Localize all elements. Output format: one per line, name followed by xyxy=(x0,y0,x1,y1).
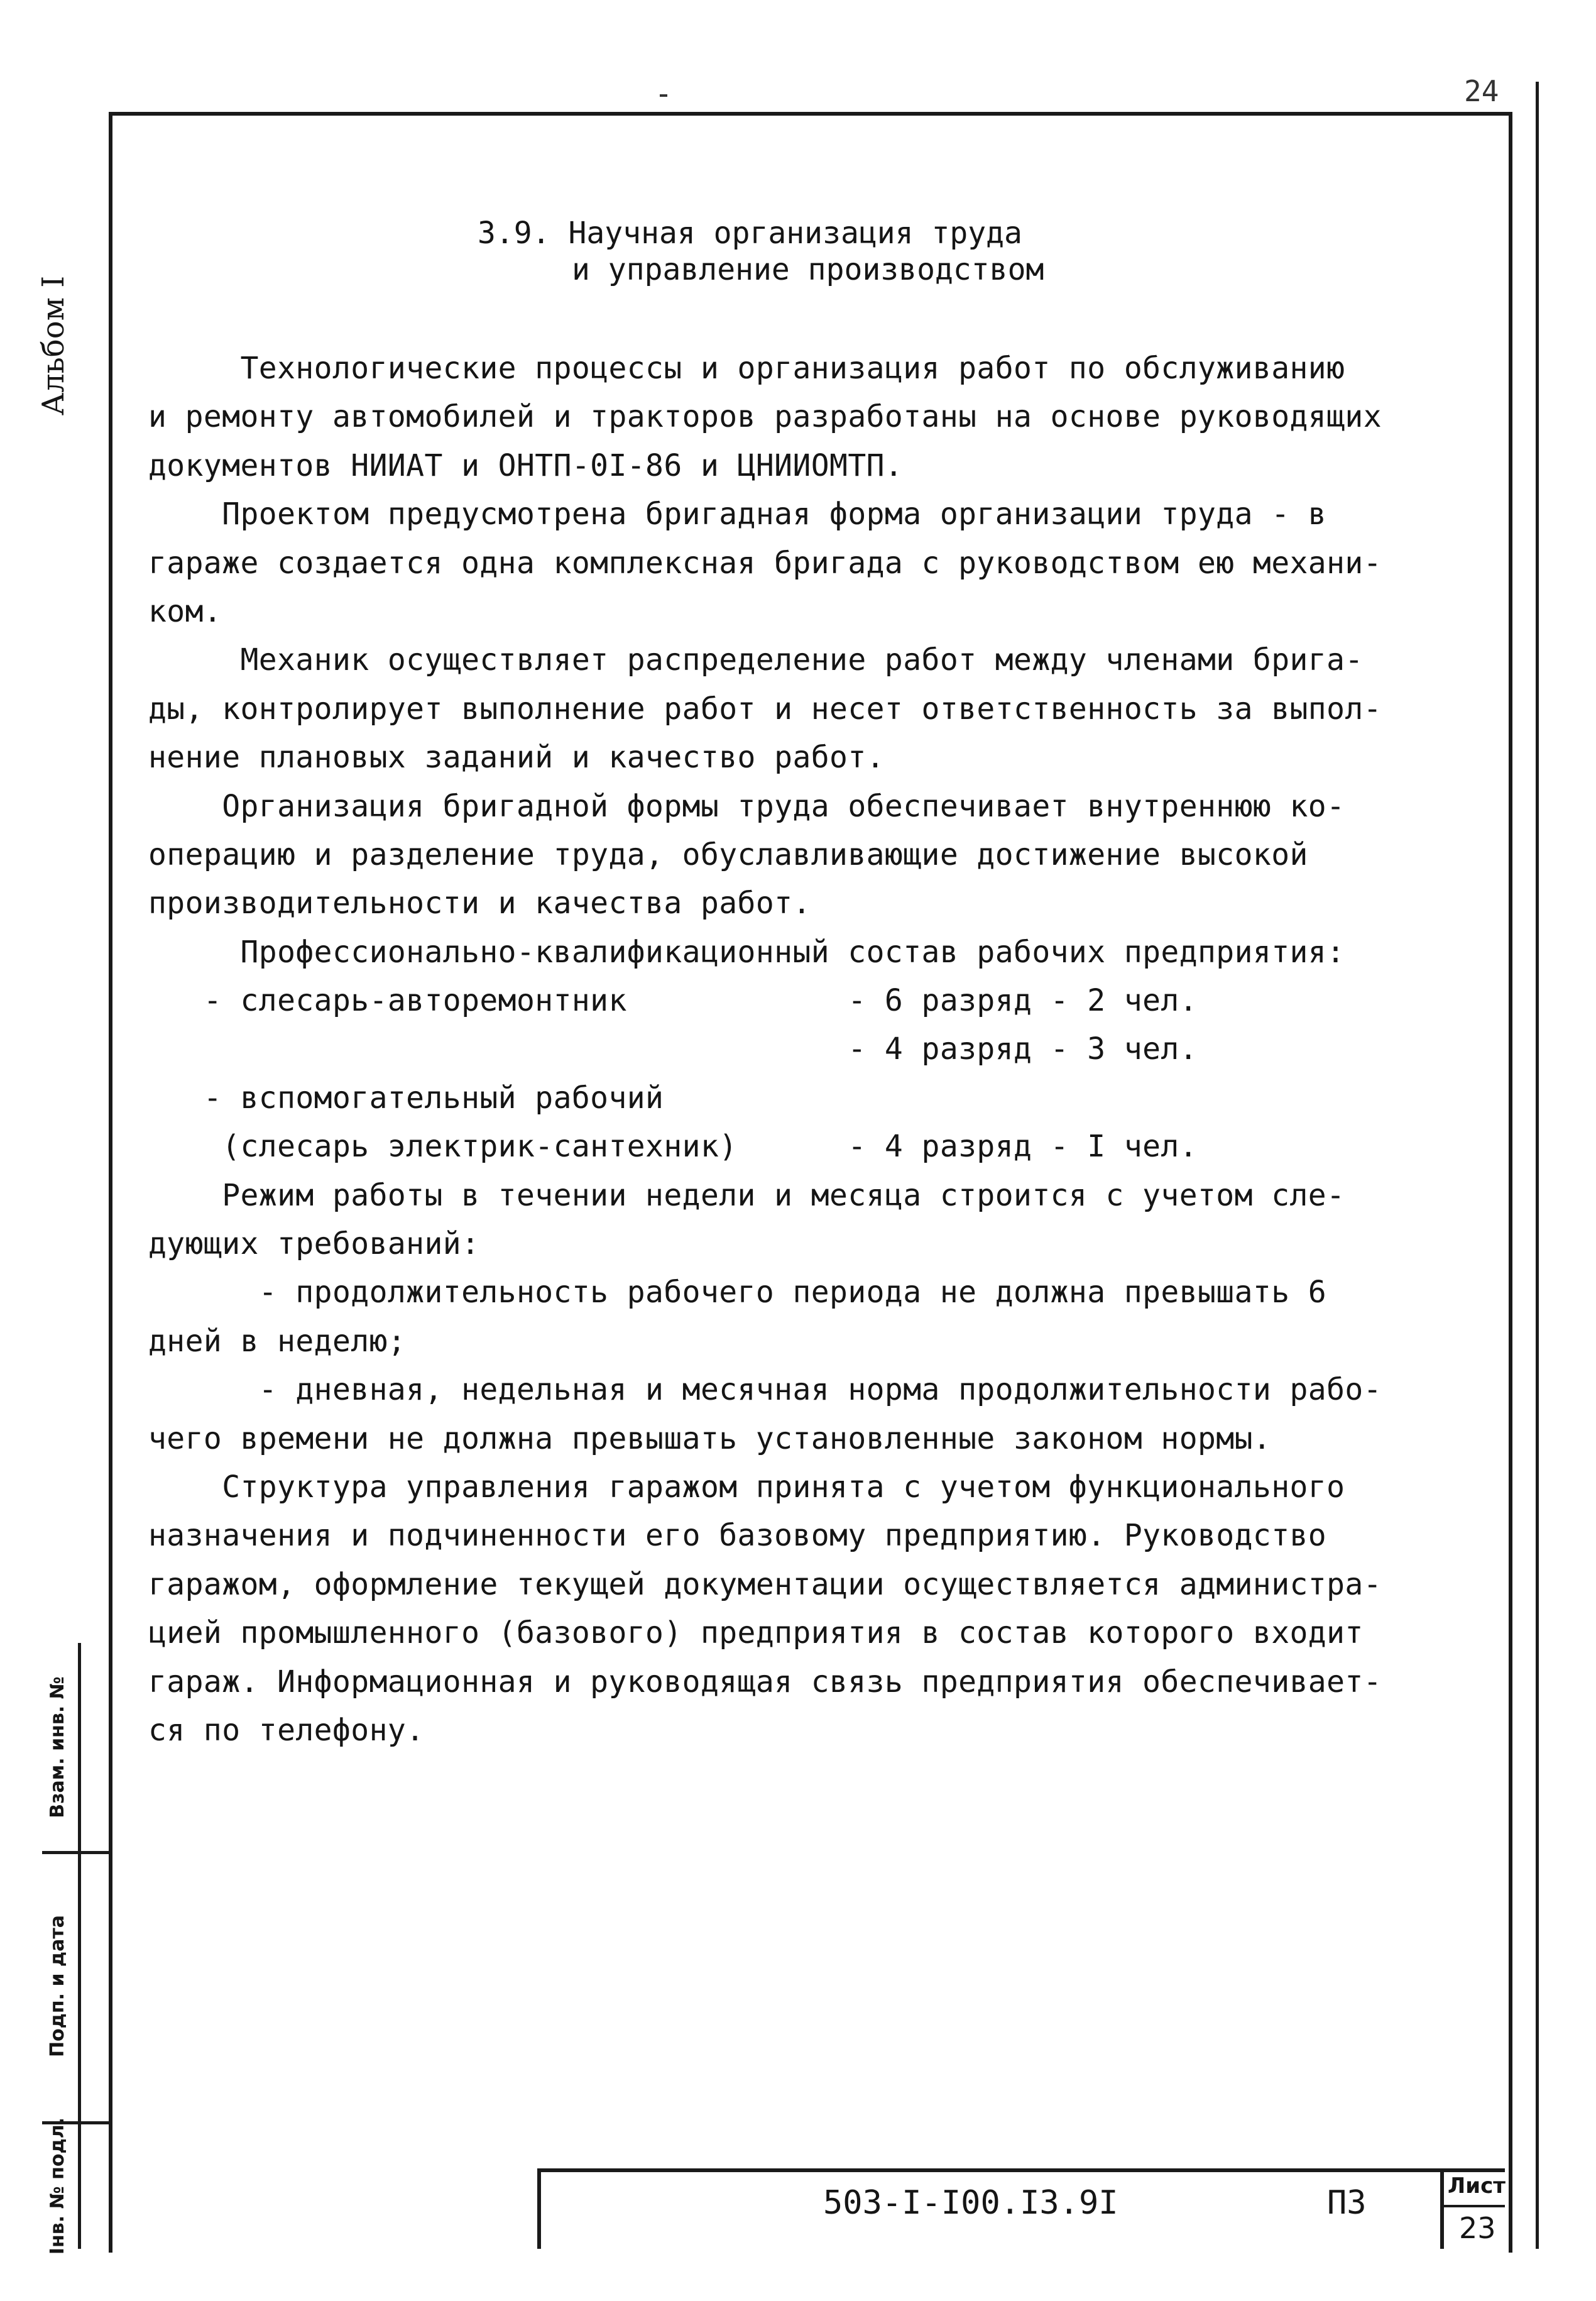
body-line: чего времени не должна превышать установленные законом нормы. xyxy=(148,1420,1272,1456)
section-title-line: 3.9. Научная организация труда xyxy=(478,216,1022,251)
body-line: - продолжительность рабочего периода не должна превышать 6 xyxy=(148,1275,1327,1310)
album-label: Альбом I xyxy=(36,275,71,416)
body-line: назначения и подчиненности его базовому предприятию. Руководство xyxy=(148,1518,1327,1554)
body-line: ком. xyxy=(148,593,222,629)
stamp-column-line xyxy=(78,1643,81,2249)
document-type: ПЗ xyxy=(1327,2184,1367,2222)
body-line: - слесарь-авторемонтник - 6 разряд - 2 чел. xyxy=(148,983,1198,1019)
body-line: дней в неделю; xyxy=(148,1323,407,1359)
body-line: ды, контролирует выполнение работ и несет ответственность за выпол- xyxy=(148,691,1382,727)
body-line: документов НИИАТ и ОНТП-0I-86 и ЦНИИОМТП. xyxy=(148,448,904,483)
title-block-border xyxy=(537,2168,1505,2172)
sheet-number: 23 xyxy=(1459,2211,1496,2245)
body-line: - вспомогательный рабочий xyxy=(148,1080,664,1116)
body-text xyxy=(148,344,1462,1755)
body-line: производительности и качества работ. xyxy=(148,886,811,921)
top-mark xyxy=(660,94,667,97)
sheet-label: Лист xyxy=(1448,2173,1506,2199)
title-block-divider xyxy=(1440,2205,1505,2207)
title-block-divider xyxy=(1440,2168,1444,2249)
outer-border-line xyxy=(1536,82,1539,2249)
body-line: цией промышленного (базового) предприятия в состав которого входит xyxy=(148,1615,1364,1651)
body-line: операцию и разделение труда, обуславливающие достижение высокой xyxy=(148,837,1308,872)
body-line: Структура управления гаражом принята с учетом функционального xyxy=(148,1469,1345,1505)
body-line: (слесарь электрик-сантехник) - 4 разряд - I чел. xyxy=(148,1129,1198,1165)
body-line: гараж. Информационная и руководящая связь предприятия обеспечивает- xyxy=(148,1664,1382,1700)
title-block-border xyxy=(537,2168,541,2249)
body-line: дующих требований: xyxy=(148,1226,480,1262)
body-line: Технологические процессы и организация работ по обслуживанию xyxy=(148,351,1345,386)
body-line: нение плановых заданий и качество работ. xyxy=(148,740,885,776)
body-line: Профессионально-квалификационный состав рабочих предприятия: xyxy=(148,934,1345,970)
page-number: 24 xyxy=(1464,74,1499,108)
section-title xyxy=(478,215,1044,288)
body-line: Механик осуществляет распределение работ между членами бригa- xyxy=(148,642,1364,678)
body-line: Режим работы в течении недели и месяца строится с учетом сле- xyxy=(148,1177,1345,1213)
body-line: гараже создается одна комплексная бригада с руководством ею механи- xyxy=(148,545,1382,581)
body-line: Организация бригадной формы труда обеспечивает внутреннюю ко- xyxy=(148,788,1345,824)
body-line: гаражом, оформление текущей документации осуществляется администра- xyxy=(148,1566,1382,1602)
body-line: - 4 разряд - 3 чел. xyxy=(148,1031,1198,1067)
body-line: ся по телефону. xyxy=(148,1712,425,1748)
body-line: - дневная, недельная и месячная норма продолжительности рабо- xyxy=(148,1372,1382,1408)
body-line: Проектом предусмотрена бригадная форма организации труда - в xyxy=(148,497,1327,532)
body-line: и ремонту автомобилей и тракторов разработаны на основе руководящих xyxy=(148,399,1382,435)
section-title-line: и управление производством xyxy=(572,252,1044,287)
stamp-inv-original: Інв. № подл. xyxy=(46,2117,68,2255)
stamp-sign-date: Подп. и дата xyxy=(46,1914,68,2058)
stamp-replaces-inv: Взам. инв. № xyxy=(46,1676,68,1818)
document-code: 503-I-I00.I3.9I xyxy=(823,2184,1118,2222)
